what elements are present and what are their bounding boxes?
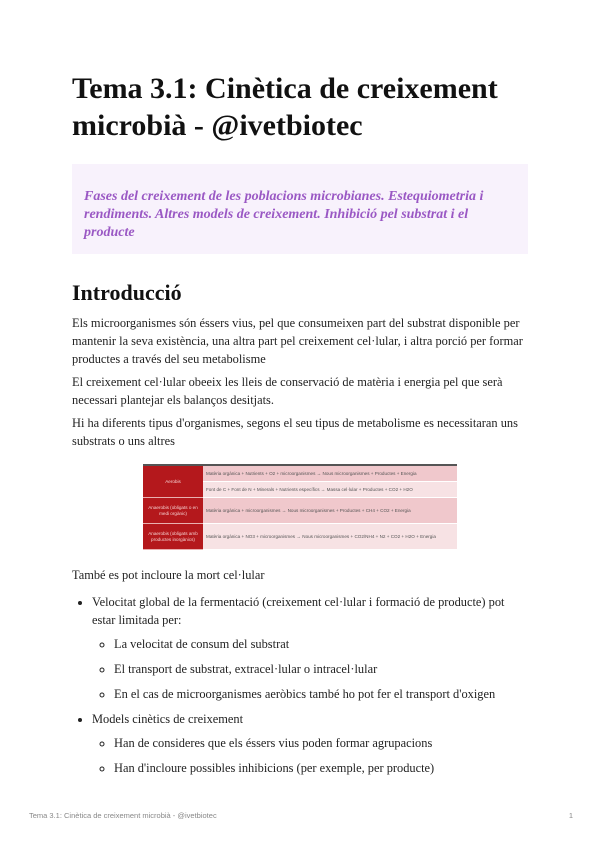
list-item: • Models cinètics de creixement ◦ Han de consideres que els éssers vius poden formar agrupacions ◦ Han d'incloure possibles inhibicions (per exemple, per producte) [92,710,528,777]
row-cell: Matèria orgànica + NO3 + microorganismes → Nous microorganismes + CO2/NH4 + N2 + CO2 + H2O + Energia [203,524,457,550]
list-item: • Velocitat global de la fermentació (creixement cel·lular i formació de producte) pot estar limitada per: ◦ La velocitat de consum del substrat ◦ El transport de substrat, extracel·lular o intracel·lular ◦ En el cas de microorganismes aeròbics també ho pot fer el transport d'oxigen [92,593,528,703]
document-page [72,70,528,784]
row-cell: Font de C + Font de N + Minerals + Nutrients específics → Massa cel·lular + Productes + CO2 + H2O [203,482,457,498]
list-item: ◦ En el cas de microorganismes aeròbics també ho pot fer el transport d'oxigen [114,685,528,703]
metabolism-table-image [143,464,457,550]
row-cell: Matèria orgànica + microorganismes → Nous microorganismes + Productes + CH4 + CO2 + Energia [203,498,457,524]
paragraph: El creixement cel·lular obeeix les lleis de conservació de matèria i energia pel que serà necessari plantejar els balanços desitjats. [72,375,503,407]
paragraph: També es pot incloure la mort cel·lular [72,568,265,582]
bullet-list [72,593,528,777]
summary-callout: Fases del creixement de les poblacions microbianes. Estequiometria i rendiments. Altres models de creixement. Inhibició pel substrat i el producte [72,164,528,254]
page-title: Tema 3.1: Cinètica de creixement microbià - @ivetbiotec [72,72,498,142]
row-label: Aerobis [143,466,203,498]
section-heading: Introducció [72,280,182,305]
paragraph: Els microorganismes són éssers vius, pel que consumeixen part del substrat disponible per mantenir la seva existència, una altra part pel creixement cel·lular, i altra porció per formar productes a través del seu metabolisme [72,316,523,366]
row-cell: Matèria orgànica + Nutrients + O2 + microorganismes → Nous microorganismes + Productes + Energia [203,466,457,482]
footer-title: Tema 3.1: Cinètica de creixement microbià - @ivetbiotec [29,811,217,820]
page-footer [29,811,573,820]
row-label: Anaerobis (obligats o en medi orgànic) [143,498,203,524]
page-number: 1 [568,811,573,820]
list-item: ◦ Han d'incloure possibles inhibicions (per exemple, per producte) [114,759,528,777]
paragraph: Hi ha diferents tipus d'organismes, segons el seu tipus de metabolisme es necessitaran uns substrats o uns altres [72,416,518,448]
list-item: ◦ Han de consideres que els éssers vius poden formar agrupacions [114,734,528,752]
row-label: Anaerobis (obligats amb productes inorgànics) [143,524,203,550]
list-item: ◦ El transport de substrat, extracel·lular o intracel·lular [114,660,528,678]
list-item: ◦ La velocitat de consum del substrat [114,635,528,653]
